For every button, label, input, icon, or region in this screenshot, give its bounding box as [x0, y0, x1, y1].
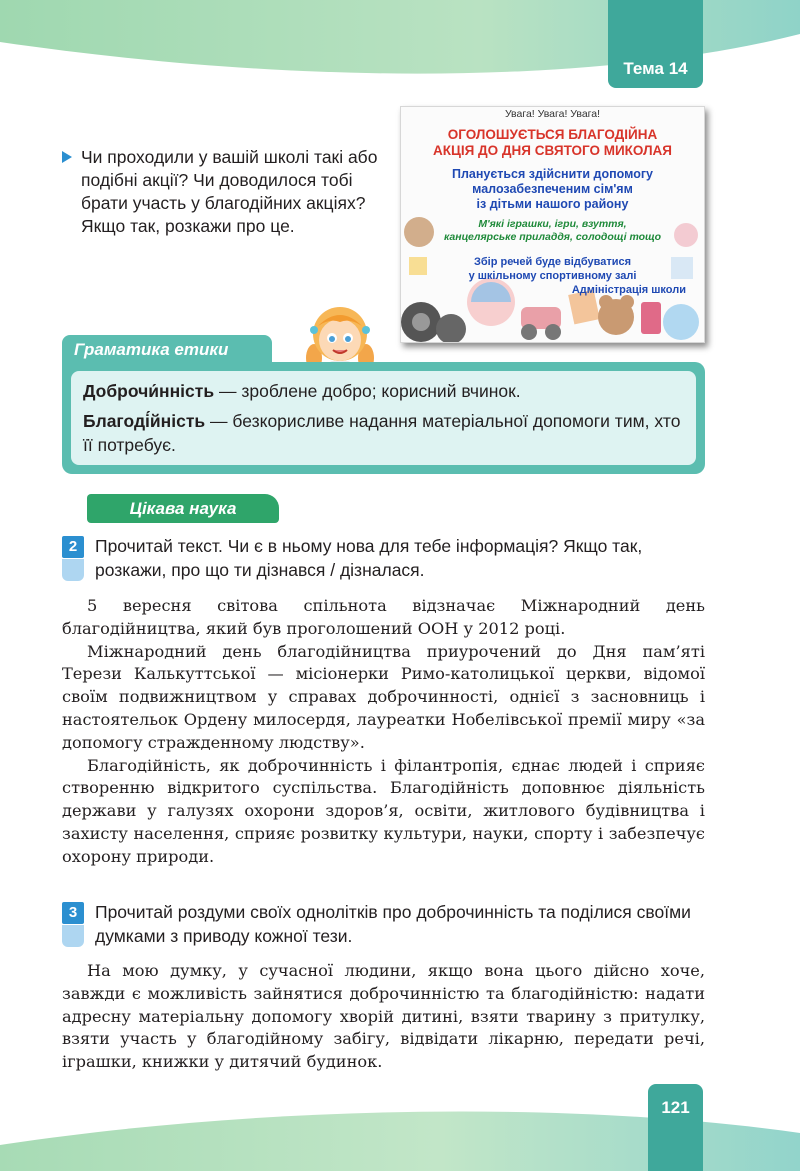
ethics-section-label: Граматика етики — [62, 335, 272, 365]
definition-charity — [83, 379, 684, 403]
task-2 — [62, 534, 712, 582]
task-3-text: Прочитай роздуми своїх однолітків про доброчинність та поділися своїми думками з приводу кожної тези. — [95, 902, 691, 946]
definition-philanthropy-text: — безкорисливе надання матеріальної допомоги тим, хто її потребує. — [83, 411, 681, 455]
opinion-text — [62, 960, 705, 1074]
article-paragraph-3: Благодійність, як доброчинність і філантропія, єднає людей і сприяє створенню відкритого суспільства. Благодійність доповнює діяльність держави у галузях охорони здоров’я, освіти, житлового будівництва і захисту населення, сприяє розвитку культури, науки, спорту і забезпечує охорону природи. — [62, 755, 705, 866]
opinion-paragraph-1: На мою думку, у сучасної людини, якщо вона цього дійсно хоче, завжди є можливість зайнятися доброчинністю та благодійністю: надати адресну матеріальну допомогу хворій дитині, взяти тварину з притулку, взяти участь у благодійному забігу, відвідати лікарню, передати речі, іграшки, книжки у дитячий будинок. — [62, 961, 705, 1072]
question-text: Чи проходили у вашій школі такі або подібні акції? Чи доводилося тобі брати участь у благодійних акціях? Якщо так, розкажи про це. — [81, 147, 378, 236]
ethics-definitions-box — [62, 362, 705, 474]
bullet-triangle-icon — [62, 151, 72, 163]
definition-charity-text: — зроблене добро; корисний вчинок. — [214, 381, 521, 401]
poster-title-line1: ОГОЛОШУЄТЬСЯ БЛАГОДІЙНА — [447, 127, 658, 142]
term-philanthropy: Благоді́йність — [83, 411, 206, 431]
theme-tab — [608, 0, 703, 88]
science-section-label: Цікава наука — [87, 494, 279, 523]
article-text — [62, 595, 705, 869]
ethics-definitions-content — [71, 371, 696, 465]
task-number-tail — [62, 559, 84, 581]
poster-plan-line2: малозабезпеченим сім'ям — [472, 182, 633, 196]
task-number-tail — [62, 925, 84, 947]
poster-plan-line1: Планується здійснити допомогу — [451, 167, 654, 181]
poster-items-line1: М'які іграшки, ігри, взуття, — [478, 218, 627, 230]
poster-title-line2: АКЦІЯ ДО ДНЯ СВЯТОГО МИКОЛАЯ — [432, 143, 673, 158]
poster-plan-line3: із дітьми нашого району — [476, 197, 629, 211]
page-number-label: 121 — [661, 1098, 690, 1117]
poster-collect-line2: у шкільному спортивному залі — [468, 269, 637, 282]
theme-tab-label: Тема 14 — [623, 59, 688, 78]
poster-attention: Увага! Увага! Увага! — [504, 108, 601, 120]
article-paragraph-2: Міжнародний день благодійництва приурочений до Дня пам’яті Терези Калькуттської — місіонерки Римо-католицької церкви, відомої своїм подвижництвом у справах доброчинності, однієї з засновниць і настоятельок Ордену милосердя, лауреатки Нобелівської премії миру «за допомогу стражденному людству». — [62, 641, 705, 752]
poster-items-line2: канцелярське приладдя, солодощі тощо — [443, 231, 662, 243]
task-number-badge: 3 — [62, 902, 84, 924]
task-number-badge: 2 — [62, 536, 84, 558]
poster-collect-line1: Збір речей буде відбуватися — [473, 256, 632, 268]
discussion-question — [62, 146, 392, 238]
task-2-text: Прочитай текст. Чи є в ньому нова для тебе інформація? Якщо так, розкажи, про що ти дізнався / дізналася. — [95, 536, 643, 580]
page-number — [648, 1084, 703, 1171]
poster-signature: Адміністрація школи — [571, 284, 686, 296]
article-paragraph-1: 5 вересня світова спільнота відзначає Міжнародний день благодійництва, який був проголошений ООН у 2012 році. — [62, 596, 705, 638]
charity-poster — [400, 106, 705, 343]
term-charity: Доброчи́нність — [83, 381, 215, 401]
definition-philanthropy — [83, 409, 684, 457]
task-3 — [62, 900, 712, 948]
